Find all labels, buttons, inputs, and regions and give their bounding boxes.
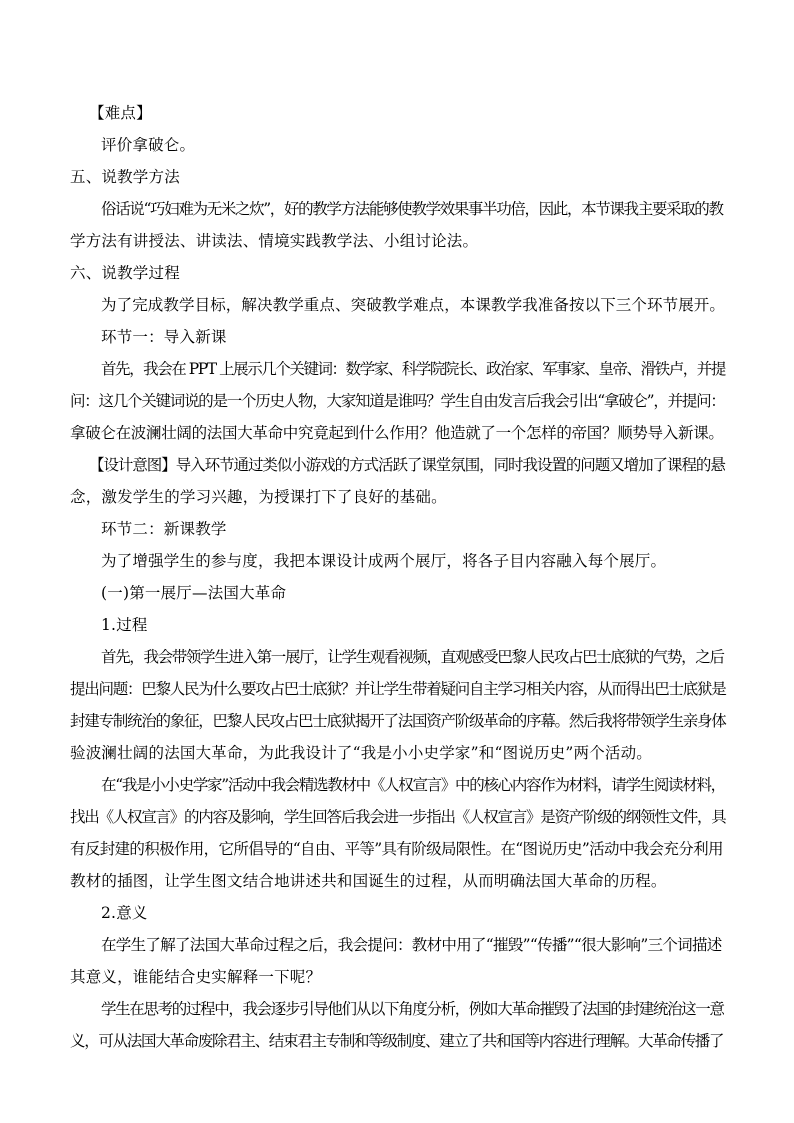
text-line: 学方法有讲授法、讲读法、情境实践教学法、小组讨论法。 [70,232,479,250]
subheading-step-one: 环节一：导入新课 [101,328,227,346]
text-line: 首先，我会在 PPT 上展示几个关键词：数学家、科学院院长、政治家、军事家、皇帝、滑铁卢，并提 [101,360,725,378]
text-line: 义，可从法国大革命废除君主、结束君主专制和等级制度、建立了共和国等内容进行理解。大革命传播了 [70,1032,724,1050]
text-line: 念，激发学生的学习兴趣，为授课打下了良好的基础。 [70,488,447,506]
text-line: 俗话说“巧妇难为无米之炊”，好的教学方法能够使教学效果事半功倍，因此，本节课我主要采取的教 [101,200,723,218]
heading-difficulty: 【难点】 [89,104,152,122]
text-line: 封建专制统治的象征，巴黎人民攻占巴士底狱揭开了法国资产阶级革命的序幕。然后我将带领学生亲身体 [70,712,726,730]
text-line: 提出问题：巴黎人民为什么要攻占巴士底狱？并让学生带着疑问自主学习相关内容，从而得出巴士底狱是 [70,680,726,698]
subheading-significance: 2.意义 [101,904,148,922]
text-line: 找出《人权宣言》的内容及影响，学生回答后我会进一步指出《人权宣言》是资产阶级的纲领性文件，具 [70,808,726,826]
section-heading-process: 六、说教学过程 [70,264,180,282]
text-line: 在“我是小小史学家”活动中我会精选教材中《人权宣言》中的核心内容作为材料，请学生阅读材料， [101,776,725,794]
text-line: 教材的插图，让学生图文结合地讲述共和国诞生的过程，从而明确法国大革命的历程。 [70,872,667,890]
text-line: 学生在思考的过程中，我会逐步引导他们从以下角度分析，例如大革命摧毁了法国的封建统治这一意 [101,1000,724,1018]
text-line: 验波澜壮阔的法国大革命，为此我设计了“我是小小史学家”和“图说历史”两个活动。 [70,744,652,762]
subheading-process: 1.过程 [101,616,148,634]
text-line: 有反封建的积极作用，它所倡导的“自由、平等”具有阶级局限性。在“图说历史”活动中我会充分利用 [70,840,723,858]
text-line: 问：这几个关键词说的是一个历史人物，大家知道是谁吗？学生自由发言后我会引出“拿破仑”，并提问： [70,392,725,410]
text-line: 为了增强学生的参与度，我把本课设计成两个展厅，将各子目内容融入每个展厅。 [101,552,667,570]
text-line: 为了完成教学目标，解决教学重点、突破教学难点，本课教学我准备按以下三个环节展开。 [101,296,726,314]
text-line: 评价拿破仑。 [101,136,196,154]
text-line: 【设计意图】导入环节通过类似小游戏的方式活跃了课堂氛围，同时我设置的问题又增加了课程的悬 [89,456,725,474]
subheading-step-two: 环节二：新课教学 [101,520,227,538]
text-line: 拿破仑在波澜壮阔的法国大革命中究竟起到什么作用？他造就了一个怎样的帝国？顺势导入新课。 [70,424,724,442]
text-line: 其意义，谁能结合史实解释一下呢？ [70,968,322,986]
text-line: 首先，我会带领学生进入第一展厅，让学生观看视频，直观感受巴黎人民攻占巴士底狱的气势，之后 [101,648,724,666]
text-line: 在学生了解了法国大革命过程之后，我会提问：教材中用了“摧毁”“传播”“很大影响”三个词描述 [101,936,722,954]
subheading-hall-one: (一)第一展厅—法国大革命 [101,584,287,602]
section-heading-methods: 五、说教学方法 [70,168,180,186]
